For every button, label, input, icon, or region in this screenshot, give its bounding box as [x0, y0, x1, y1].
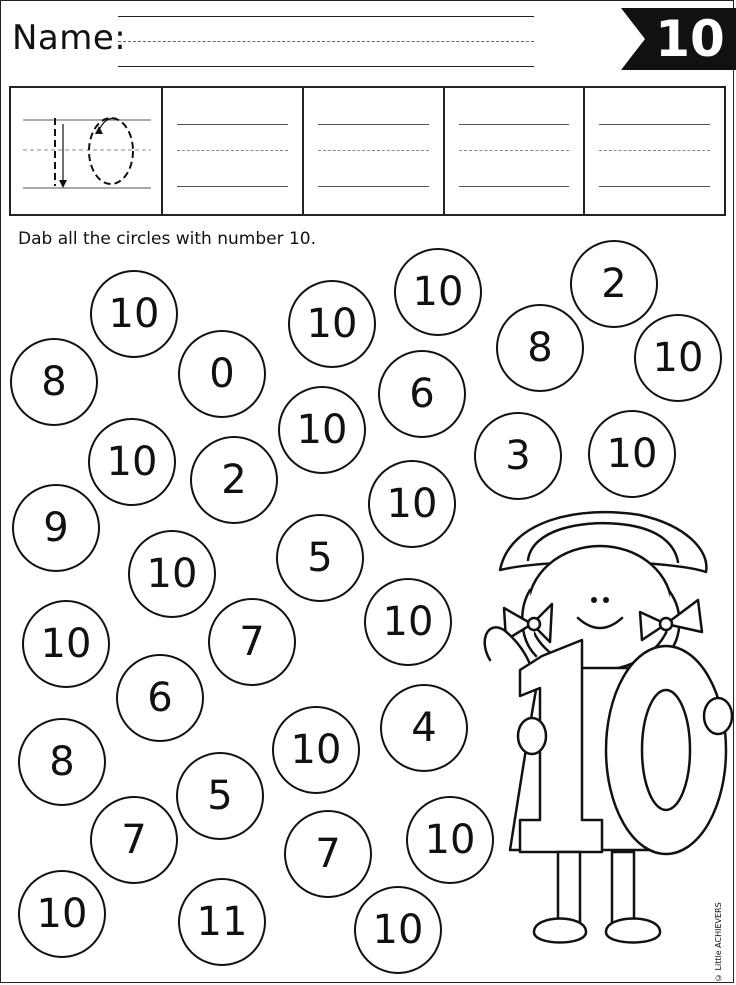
- number-circle[interactable]: 6: [378, 350, 466, 438]
- number-badge-text: 10: [655, 10, 725, 68]
- number-circle[interactable]: 3: [474, 412, 562, 500]
- girl-holding-ten-icon: [470, 500, 736, 980]
- number-circle[interactable]: 10: [364, 578, 452, 666]
- trace-practice-cell[interactable]: [304, 88, 445, 214]
- number-circle[interactable]: 5: [176, 752, 264, 840]
- traced-number-icon: [11, 88, 161, 216]
- number-circle[interactable]: 9: [12, 484, 100, 572]
- number-circle[interactable]: 10: [288, 280, 376, 368]
- number-circle[interactable]: 10: [588, 410, 676, 498]
- name-writing-lines[interactable]: [118, 16, 534, 68]
- number-circle[interactable]: 10: [368, 460, 456, 548]
- number-circle[interactable]: 2: [190, 436, 278, 524]
- number-circle[interactable]: 10: [406, 796, 494, 884]
- tracing-box: [9, 86, 726, 216]
- name-label: Name:: [12, 18, 127, 58]
- number-circle[interactable]: 7: [208, 598, 296, 686]
- number-circle[interactable]: 10: [22, 600, 110, 688]
- number-circle[interactable]: 10: [88, 418, 176, 506]
- trace-practice-cell[interactable]: [163, 88, 304, 214]
- number-circle[interactable]: 4: [380, 684, 468, 772]
- number-circle[interactable]: 0: [178, 330, 266, 418]
- number-circle[interactable]: 7: [90, 796, 178, 884]
- number-circle[interactable]: 10: [278, 386, 366, 474]
- trace-practice-cell[interactable]: [585, 88, 724, 214]
- number-circle[interactable]: 11: [178, 878, 266, 966]
- number-circle[interactable]: 8: [18, 718, 106, 806]
- number-circle[interactable]: 8: [496, 304, 584, 392]
- number-circle[interactable]: 10: [90, 270, 178, 358]
- number-circle[interactable]: 10: [128, 530, 216, 618]
- number-circle[interactable]: 5: [276, 514, 364, 602]
- number-circle[interactable]: 10: [634, 314, 722, 402]
- trace-practice-cell[interactable]: [445, 88, 586, 214]
- number-circle[interactable]: 10: [394, 248, 482, 336]
- number-circle[interactable]: 8: [10, 338, 98, 426]
- instruction-text: Dab all the circles with number 10.: [18, 229, 317, 249]
- trace-example-cell: [11, 88, 163, 214]
- number-circle[interactable]: 10: [354, 886, 442, 974]
- number-circle[interactable]: 2: [570, 240, 658, 328]
- number-circle[interactable]: 10: [18, 870, 106, 958]
- number-circle[interactable]: 7: [284, 810, 372, 898]
- number-circle[interactable]: 10: [272, 706, 360, 794]
- copyright-credit: © Little ACHIEVERS: [714, 902, 723, 982]
- number-circle[interactable]: 6: [116, 654, 204, 742]
